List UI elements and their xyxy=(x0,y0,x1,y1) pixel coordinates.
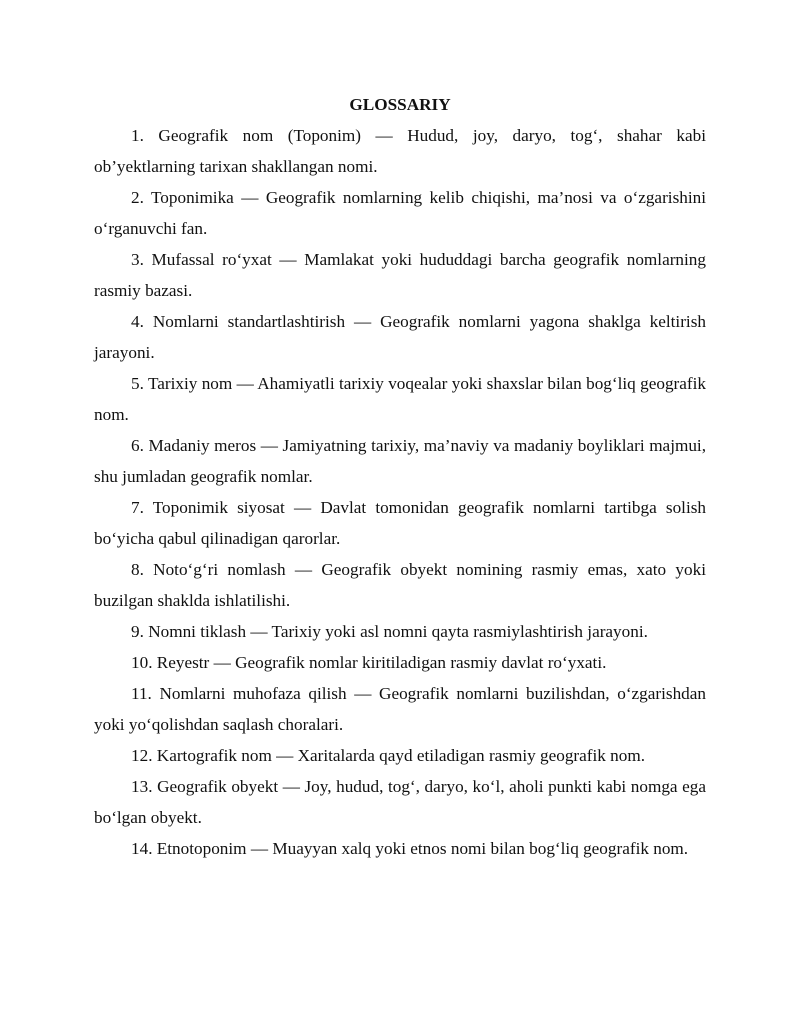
glossary-entry-12: 12. Kartografik nom — Xaritalarda qayd etiladigan rasmiy geografik nom. xyxy=(131,746,646,765)
page-title: GLOSSARIY xyxy=(349,95,451,114)
glossary-entry-3: 3. Mufassal ro‘yxat — Mamlakat yoki hududdagi barcha geografik nomlarning rasmiy bazasi. xyxy=(94,250,706,300)
glossary-entry-6: 6. Madaniy meros — Jamiyatning tarixiy, ma’naviy va madaniy boyliklari majmui, shu jumladan geografik nomlar. xyxy=(94,436,706,486)
glossary-entry-1: 1. Geografik nom (Toponim) — Hudud, joy, daryo, tog‘, shahar kabi ob’yektlarning tarixan shakllangan nomi. xyxy=(94,126,706,176)
glossary-entry-9: 9. Nomni tiklash — Tarixiy yoki asl nomni qayta rasmiylashtirish jarayoni. xyxy=(131,622,648,641)
glossary-entry-8: 8. Noto‘g‘ri nomlash — Geografik obyekt nomining rasmiy emas, xato yoki buzilgan shaklda ishlatilishi. xyxy=(94,560,706,610)
glossary-entry-13: 13. Geografik obyekt — Joy, hudud, tog‘, daryo, ko‘l, aholi punkti kabi nomga ega bo‘lgan obyekt. xyxy=(94,777,706,827)
glossary-entry-5: 5. Tarixiy nom — Ahamiyatli tarixiy voqealar yoki shaxslar bilan bog‘liq geografik nom. xyxy=(94,374,706,424)
glossary-entry-2: 2. Toponimika — Geografik nomlarning kelib chiqishi, ma’nosi va o‘zgarishini o‘rganuvchi fan. xyxy=(94,188,706,238)
glossary-entry-10: 10. Reyestr — Geografik nomlar kiritiladigan rasmiy davlat ro‘yxati. xyxy=(131,653,607,672)
glossary-entry-7: 7. Toponimik siyosat — Davlat tomonidan geografik nomlarni tartibga solish bo‘yicha qabul qilinadigan qarorlar. xyxy=(94,498,706,548)
glossary-entry-11: 11. Nomlarni muhofaza qilish — Geografik nomlarni buzilishdan, o‘zgarishdan yoki yo‘qolishdan saqlash choralari. xyxy=(94,684,706,734)
glossary-entry-4: 4. Nomlarni standartlashtirish — Geografik nomlarni yagona shaklga keltirish jarayoni. xyxy=(94,312,706,362)
glossary-entry-14: 14. Etnotoponim — Muayyan xalq yoki etnos nomi bilan bog‘liq geografik nom. xyxy=(131,839,689,858)
document-page xyxy=(94,92,706,864)
